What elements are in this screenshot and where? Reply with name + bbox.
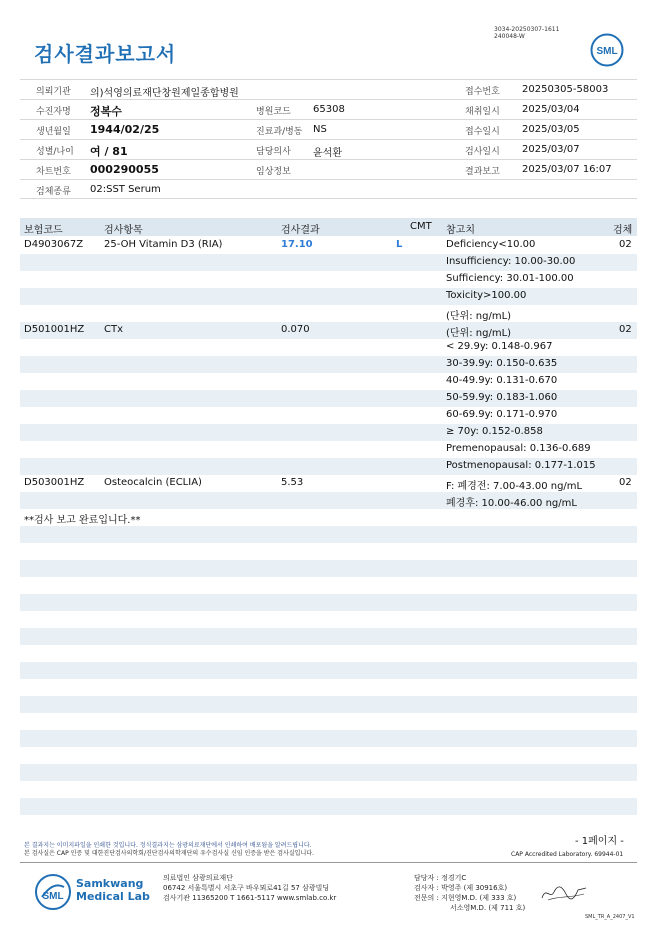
info-value: 2025/03/07 — [522, 144, 580, 155]
cell-ref: Insufficiency: 10.00-30.00 — [446, 256, 576, 267]
table-row — [20, 305, 637, 322]
info-value: 정복수 — [90, 105, 122, 118]
table-row — [20, 356, 637, 373]
info-value: 1944/02/25 — [90, 123, 160, 136]
cell-item: CTx — [104, 324, 124, 335]
table-row — [20, 407, 637, 424]
table-row — [20, 798, 637, 815]
table-row — [20, 713, 637, 730]
cell-ref: Toxicity>100.00 — [446, 290, 527, 301]
info-value: 000290055 — [90, 163, 159, 176]
table-row — [20, 322, 637, 339]
info-label: 접수번호 — [465, 87, 500, 97]
table-row — [20, 696, 637, 713]
table-row — [20, 458, 637, 475]
header-reference: 참고치 — [446, 225, 475, 236]
table-row — [20, 543, 637, 560]
cell-ref: F: 폐경전: 7.00-43.00 ng/mL — [446, 481, 583, 492]
table-row — [20, 475, 637, 492]
footnote: 본 결과지는 이미지파일을 인쇄한 것입니다. 정식결과지는 삼광의료재단에서 인쇄하여 배포됨을 알려드립니다. 본 검사실은 CAP 인증 및 대한진단검사의학회/진단검사의학재단의 우수검사실 신임 인증을 받은 검사실입니다. — [24, 842, 314, 857]
header-specimen: 검체 — [613, 225, 633, 236]
info-label: 검체종류 — [36, 187, 71, 197]
cell-flag: L — [396, 239, 403, 250]
cell-specimen: 02 — [619, 477, 632, 488]
info-label: 병원코드 — [256, 107, 291, 117]
table-row — [20, 424, 637, 441]
cell-ref: 폐경후: 10.00-46.00 ng/mL — [446, 498, 577, 509]
info-value: 20250305-58003 — [522, 84, 609, 95]
info-value: 윤석환 — [313, 148, 342, 159]
info-value: 02:SST Serum — [90, 184, 161, 195]
info-row — [20, 179, 637, 199]
page-number: - 1페이지 - — [575, 836, 624, 847]
info-value: 2025/03/04 — [522, 104, 580, 115]
info-label: 담당의사 — [256, 147, 291, 157]
table-row — [20, 645, 637, 662]
info-row — [20, 159, 637, 179]
staff-info: 담당자 : 정경기C 검사자 : 박영주 (제 30916호) 전문의 : 지현영M.D. (제 333 호) 서소영M.D. (제 711 호) — [414, 874, 526, 912]
info-label: 수진자명 — [36, 107, 71, 117]
sml-logo — [590, 33, 624, 67]
header-code: 보험코드 — [24, 225, 63, 236]
info-label: 검사일시 — [465, 147, 500, 157]
header-cmt: CMT — [410, 221, 432, 232]
cell-result: 0.070 — [281, 324, 310, 335]
info-label: 임상정보 — [256, 167, 291, 177]
results-table-body — [20, 237, 637, 815]
info-label: 생년월일 — [36, 127, 71, 137]
cell-ref: Sufficiency: 30.01-100.00 — [446, 273, 574, 284]
samkwang-logo-icon — [34, 873, 72, 911]
info-value: 여 / 81 — [90, 145, 128, 158]
cell-ref: 30-39.9y: 0.150-0.635 — [446, 358, 558, 369]
header-item: 검사항목 — [104, 225, 143, 236]
table-row — [20, 594, 637, 611]
table-row — [20, 730, 637, 747]
cap-accreditation: CAP Accredited Laboratory. 69944-01 — [511, 851, 624, 858]
document-id: 3034-20250307-1611 240048-W — [494, 26, 560, 40]
cell-ref: 60-69.9y: 0.171-0.970 — [446, 409, 558, 420]
cell-code: D4903067Z — [24, 239, 84, 250]
sml-logo-text: SML — [596, 46, 618, 57]
signature — [540, 882, 588, 904]
table-row — [20, 492, 637, 509]
cell-code: D503001HZ — [24, 477, 85, 488]
cell-item: Osteocalcin (ECLIA) — [104, 477, 202, 488]
info-label: 차트번호 — [36, 167, 71, 177]
info-row — [20, 99, 637, 119]
info-value: 의)석영의료재단창원제일종합병원 — [90, 88, 239, 99]
table-row — [20, 747, 637, 764]
cell-code: D501001HZ — [24, 324, 85, 335]
header-result: 검사결과 — [281, 225, 320, 236]
table-row — [20, 509, 637, 526]
cell-ref: (단위: ng/mL) — [446, 311, 512, 322]
cell-ref: Premenopausal: 0.136-0.689 — [446, 443, 591, 454]
info-label: 결과보고 — [465, 167, 500, 177]
table-row — [20, 373, 637, 390]
form-code: SML_TR_A_2407_V1 — [585, 914, 635, 920]
table-row — [20, 254, 637, 271]
table-row — [20, 237, 637, 254]
cell-ref: 50-59.9y: 0.183-1.060 — [446, 392, 558, 403]
organization-info: 의료법인 삼광의료재단 06742 서울특별시 서초구 바우뫼로41길 57 삼광빌딩 검사기관 11365200 T 1661-5117 www.smlab.co.kr — [163, 874, 337, 902]
cell-ref: 40-49.9y: 0.131-0.670 — [446, 375, 558, 386]
table-row — [20, 781, 637, 798]
table-row — [20, 577, 637, 594]
info-label: 접수일시 — [465, 127, 500, 137]
footer-divider — [20, 862, 637, 863]
page-title: 검사결과보고서 — [34, 42, 177, 66]
info-label: 의뢰기관 — [36, 87, 71, 97]
svg-text:SML: SML — [42, 891, 64, 902]
table-row — [20, 628, 637, 645]
cell-ref: < 29.9y: 0.148-0.967 — [446, 341, 553, 352]
patient-info-table — [20, 79, 637, 199]
table-row — [20, 662, 637, 679]
info-label: 성별/나이 — [36, 147, 74, 157]
table-row — [20, 611, 637, 628]
table-row — [20, 764, 637, 781]
info-label: 채취일시 — [465, 107, 500, 117]
table-row — [20, 526, 637, 543]
info-value: 65308 — [313, 104, 345, 115]
cell-specimen: 02 — [619, 324, 632, 335]
cell-result: 5.53 — [281, 477, 304, 488]
table-row — [20, 441, 637, 458]
info-label: 진료과/병동 — [256, 127, 303, 137]
cell-code: **검사 보고 완료입니다.** — [24, 515, 141, 526]
cell-specimen: 02 — [619, 239, 632, 250]
info-row — [20, 119, 637, 139]
cell-ref: ≥ 70y: 0.152-0.858 — [446, 426, 543, 437]
cell-item: 25-OH Vitamin D3 (RIA) — [104, 239, 223, 250]
table-row — [20, 288, 637, 305]
table-row — [20, 271, 637, 288]
info-row — [20, 79, 637, 99]
info-value: 2025/03/05 — [522, 124, 580, 135]
info-value: NS — [313, 124, 327, 135]
cell-ref: Deficiency<10.00 — [446, 239, 536, 250]
info-value: 2025/03/07 16:07 — [522, 164, 612, 175]
info-row — [20, 139, 637, 159]
results-table-header — [20, 218, 637, 236]
samkwang-logo-text: Samkwang Medical Lab — [76, 877, 150, 903]
table-row — [20, 390, 637, 407]
table-row — [20, 560, 637, 577]
cell-ref: Postmenopausal: 0.177-1.015 — [446, 460, 596, 471]
cell-result: 17.10 — [281, 239, 313, 250]
table-row — [20, 339, 637, 356]
cell-ref: (단위: ng/mL) — [446, 328, 512, 339]
table-row — [20, 679, 637, 696]
